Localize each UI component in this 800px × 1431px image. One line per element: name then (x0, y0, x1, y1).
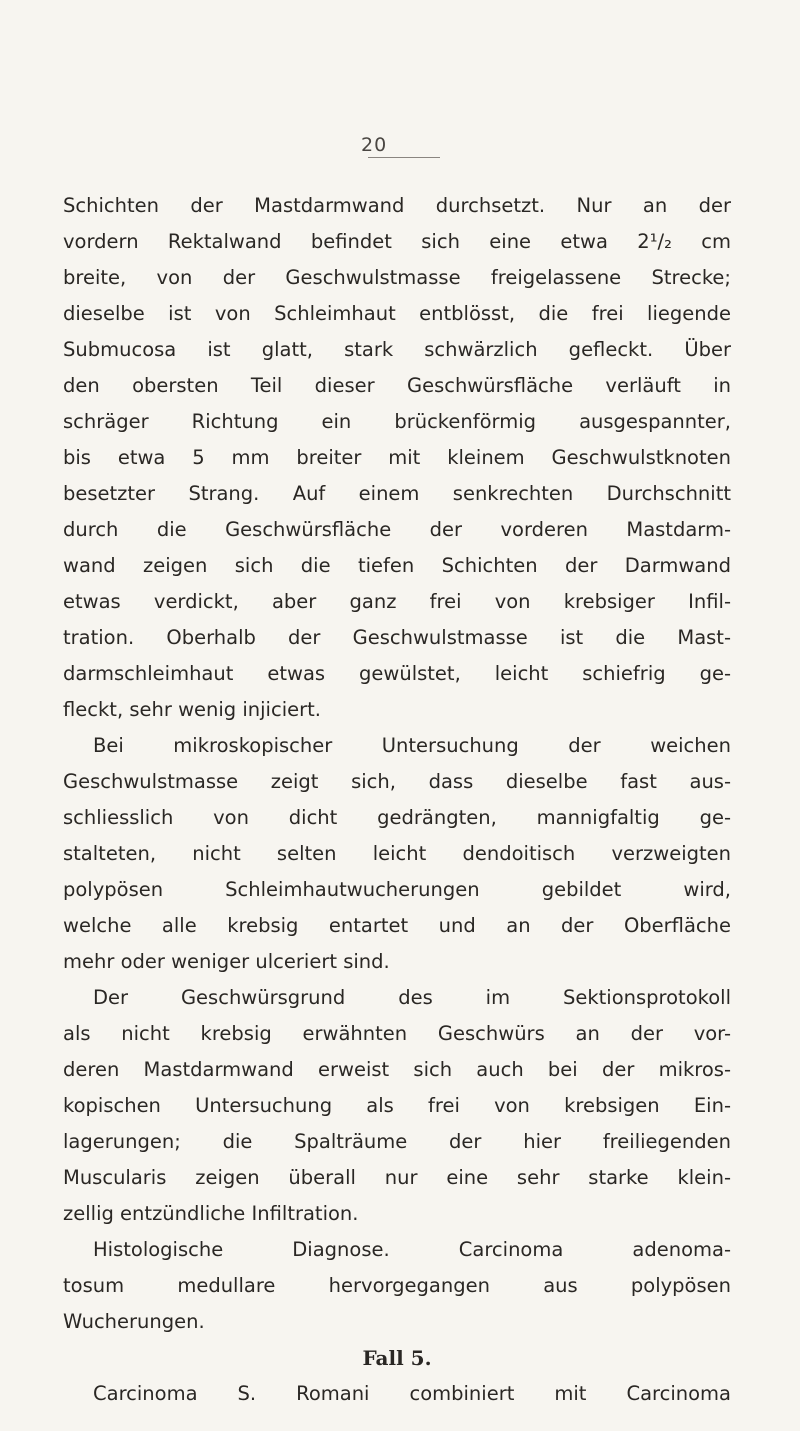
text-line: Bei mikroskopischer Untersuchung der weichen (93, 734, 731, 757)
text-line: Geschwulstmasse zeigt sich, dass dieselbe fast aus- (63, 770, 731, 793)
text-line: darmschleimhaut etwas gewülstet, leicht schiefrig ge- (63, 662, 731, 685)
text-line: dieselbe ist von Schleimhaut entblösst, die frei liegende (63, 302, 731, 325)
text-line: polypösen Schleimhautwucherungen gebildet wird, (63, 878, 731, 901)
section-heading: Fall 5. (362, 1346, 432, 1370)
text-line: tosum medullare hervorgegangen aus polypösen (63, 1274, 731, 1297)
text-line: welche alle krebsig entartet und an der Oberfläche (63, 914, 731, 937)
text-line: durch die Geschwürsfläche der vorderen Mastdarm- (63, 518, 731, 541)
text-line: schliesslich von dicht gedrängten, mannigfaltig ge- (63, 806, 731, 829)
text-line: zellig entzündliche Infiltration. (63, 1202, 359, 1225)
text-line: den obersten Teil dieser Geschwürsfläche verläuft in (63, 374, 731, 397)
page-number-rule (368, 157, 440, 158)
text-line: deren Mastdarmwand erweist sich auch bei der mikros- (63, 1058, 731, 1081)
text-line: Wucherungen. (63, 1310, 205, 1333)
text-line: tration. Oberhalb der Geschwulstmasse ist die Mast- (63, 626, 731, 649)
text-line: Carcinoma S. Romani combiniert mit Carcinoma (93, 1382, 731, 1405)
text-line: bis etwa 5 mm breiter mit kleinem Geschwulstknoten (63, 446, 731, 469)
text-line: Schichten der Mastdarmwand durchsetzt. Nur an der (63, 194, 731, 217)
text-line: als nicht krebsig erwähnten Geschwürs an der vor- (63, 1022, 731, 1045)
text-line: Histologische Diagnose. Carcinoma adenoma- (93, 1238, 731, 1261)
page-number: 20 (361, 134, 388, 156)
text-line: Der Geschwürsgrund des im Sektionsprotokoll (93, 986, 731, 1009)
text-line: besetzter Strang. Auf einem senkrechten Durchschnitt (63, 482, 731, 505)
text-line: Submucosa ist glatt, stark schwärzlich gefleckt. Über (63, 338, 731, 361)
text-line: vordern Rektalwand befindet sich eine etwa 2¹/₂ cm (63, 230, 731, 253)
text-line: lagerungen; die Spalträume der hier freiliegenden (63, 1130, 731, 1153)
body-text (63, 188, 731, 1412)
text-line: schräger Richtung ein brückenförmig ausgespannter, (63, 410, 731, 433)
text-line: Muscularis zeigen überall nur eine sehr starke klein- (63, 1166, 731, 1189)
text-line: breite, von der Geschwulstmasse freigelassene Strecke; (63, 266, 731, 289)
text-line: etwas verdickt, aber ganz frei von krebsiger Infil- (63, 590, 731, 613)
text-line: wand zeigen sich die tiefen Schichten der Darmwand (63, 554, 731, 577)
text-line: mehr oder weniger ulceriert sind. (63, 950, 390, 973)
text-line: stalteten, nicht selten leicht dendoitisch verzweigten (63, 842, 731, 865)
text-line: fleckt, sehr wenig injiciert. (63, 698, 321, 721)
text-line: kopischen Untersuchung als frei von krebsigen Ein- (63, 1094, 731, 1117)
